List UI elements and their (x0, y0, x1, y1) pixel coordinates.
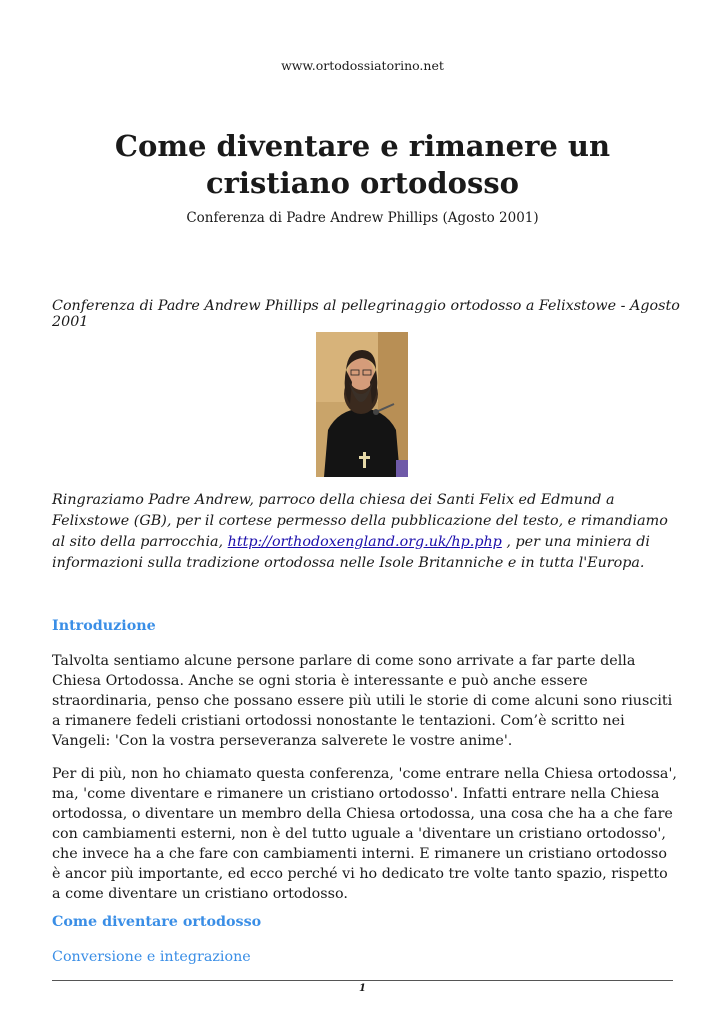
page-subtitle: Conferenza di Padre Andrew Phillips (Agosto 2001) (186, 210, 539, 226)
priest-portrait-photo (316, 332, 408, 477)
site-url-header: www.ortodossiatorino.net (281, 58, 444, 73)
conference-caption: Conferenza di Padre Andrew Phillips al pellegrinaggio ortodosso a Felixstowe - Agosto 2001 (52, 298, 680, 330)
heading-introduzione: Introduzione (52, 618, 156, 634)
heading-come-diventare: Come diventare ortodosso (52, 914, 262, 930)
paragraph-1: Talvolta sentiamo alcune persone parlare di come sono arrivate a far parte della Chiesa Ortodossa. Anche se ogni storia è interessante e può anche essere straordinaria, penso che possano essere più utili le storie di come alcuni sono riusciti a rimanere fedeli cristiani ortodossi nonostante le tentazioni. Com’è scritto nei Vangeli: 'Con la vostra perseveranza salverete le vostre anime'. (52, 653, 673, 749)
ack-text-after: , per una miniera di informazioni sulla tradizione ortodossa nelle Isole Britanniche e in tutta l'Europa. (52, 534, 650, 571)
paragraph-2: Per di più, non ho chiamato questa conferenza, 'come entrare nella Chiesa ortodossa', ma, 'come diventare e rimanere un cristiano ortodosso'. Infatti entrare nella Chiesa ortodossa, o diventare un membro della Chiesa ortodossa, una cosa che ha a che fare con cambiamenti esterni, non è del tutto uguale a 'diventare un cristiano ortodosso', che invece ha a che fare con cambiamenti interni. E rimanere un cristiano ortodosso è ancor più importante, ed ecco perché vi ho dedicato tre volte tanto spazio, rispetto a come diventare un cristiano ortodosso. (52, 766, 677, 902)
ack-text-before: Ringraziamo Padre Andrew, parroco della chiesa dei Santi Felix ed Edmund a Felixstowe (GB), per il cortese permesso della pubblicazione del testo, e rimandiamo al sito della parrocchia, (52, 492, 668, 550)
page-number: 1 (359, 983, 366, 994)
page-title: Come diventare e rimanere un cristiano ortodosso (114, 129, 611, 200)
footer-divider (52, 980, 673, 981)
heading-conversione: Conversione e integrazione (52, 949, 251, 965)
parish-website-link[interactable]: http://orthodoxengland.org.uk/hp.php (227, 534, 502, 550)
acknowledgement-paragraph (52, 490, 677, 574)
